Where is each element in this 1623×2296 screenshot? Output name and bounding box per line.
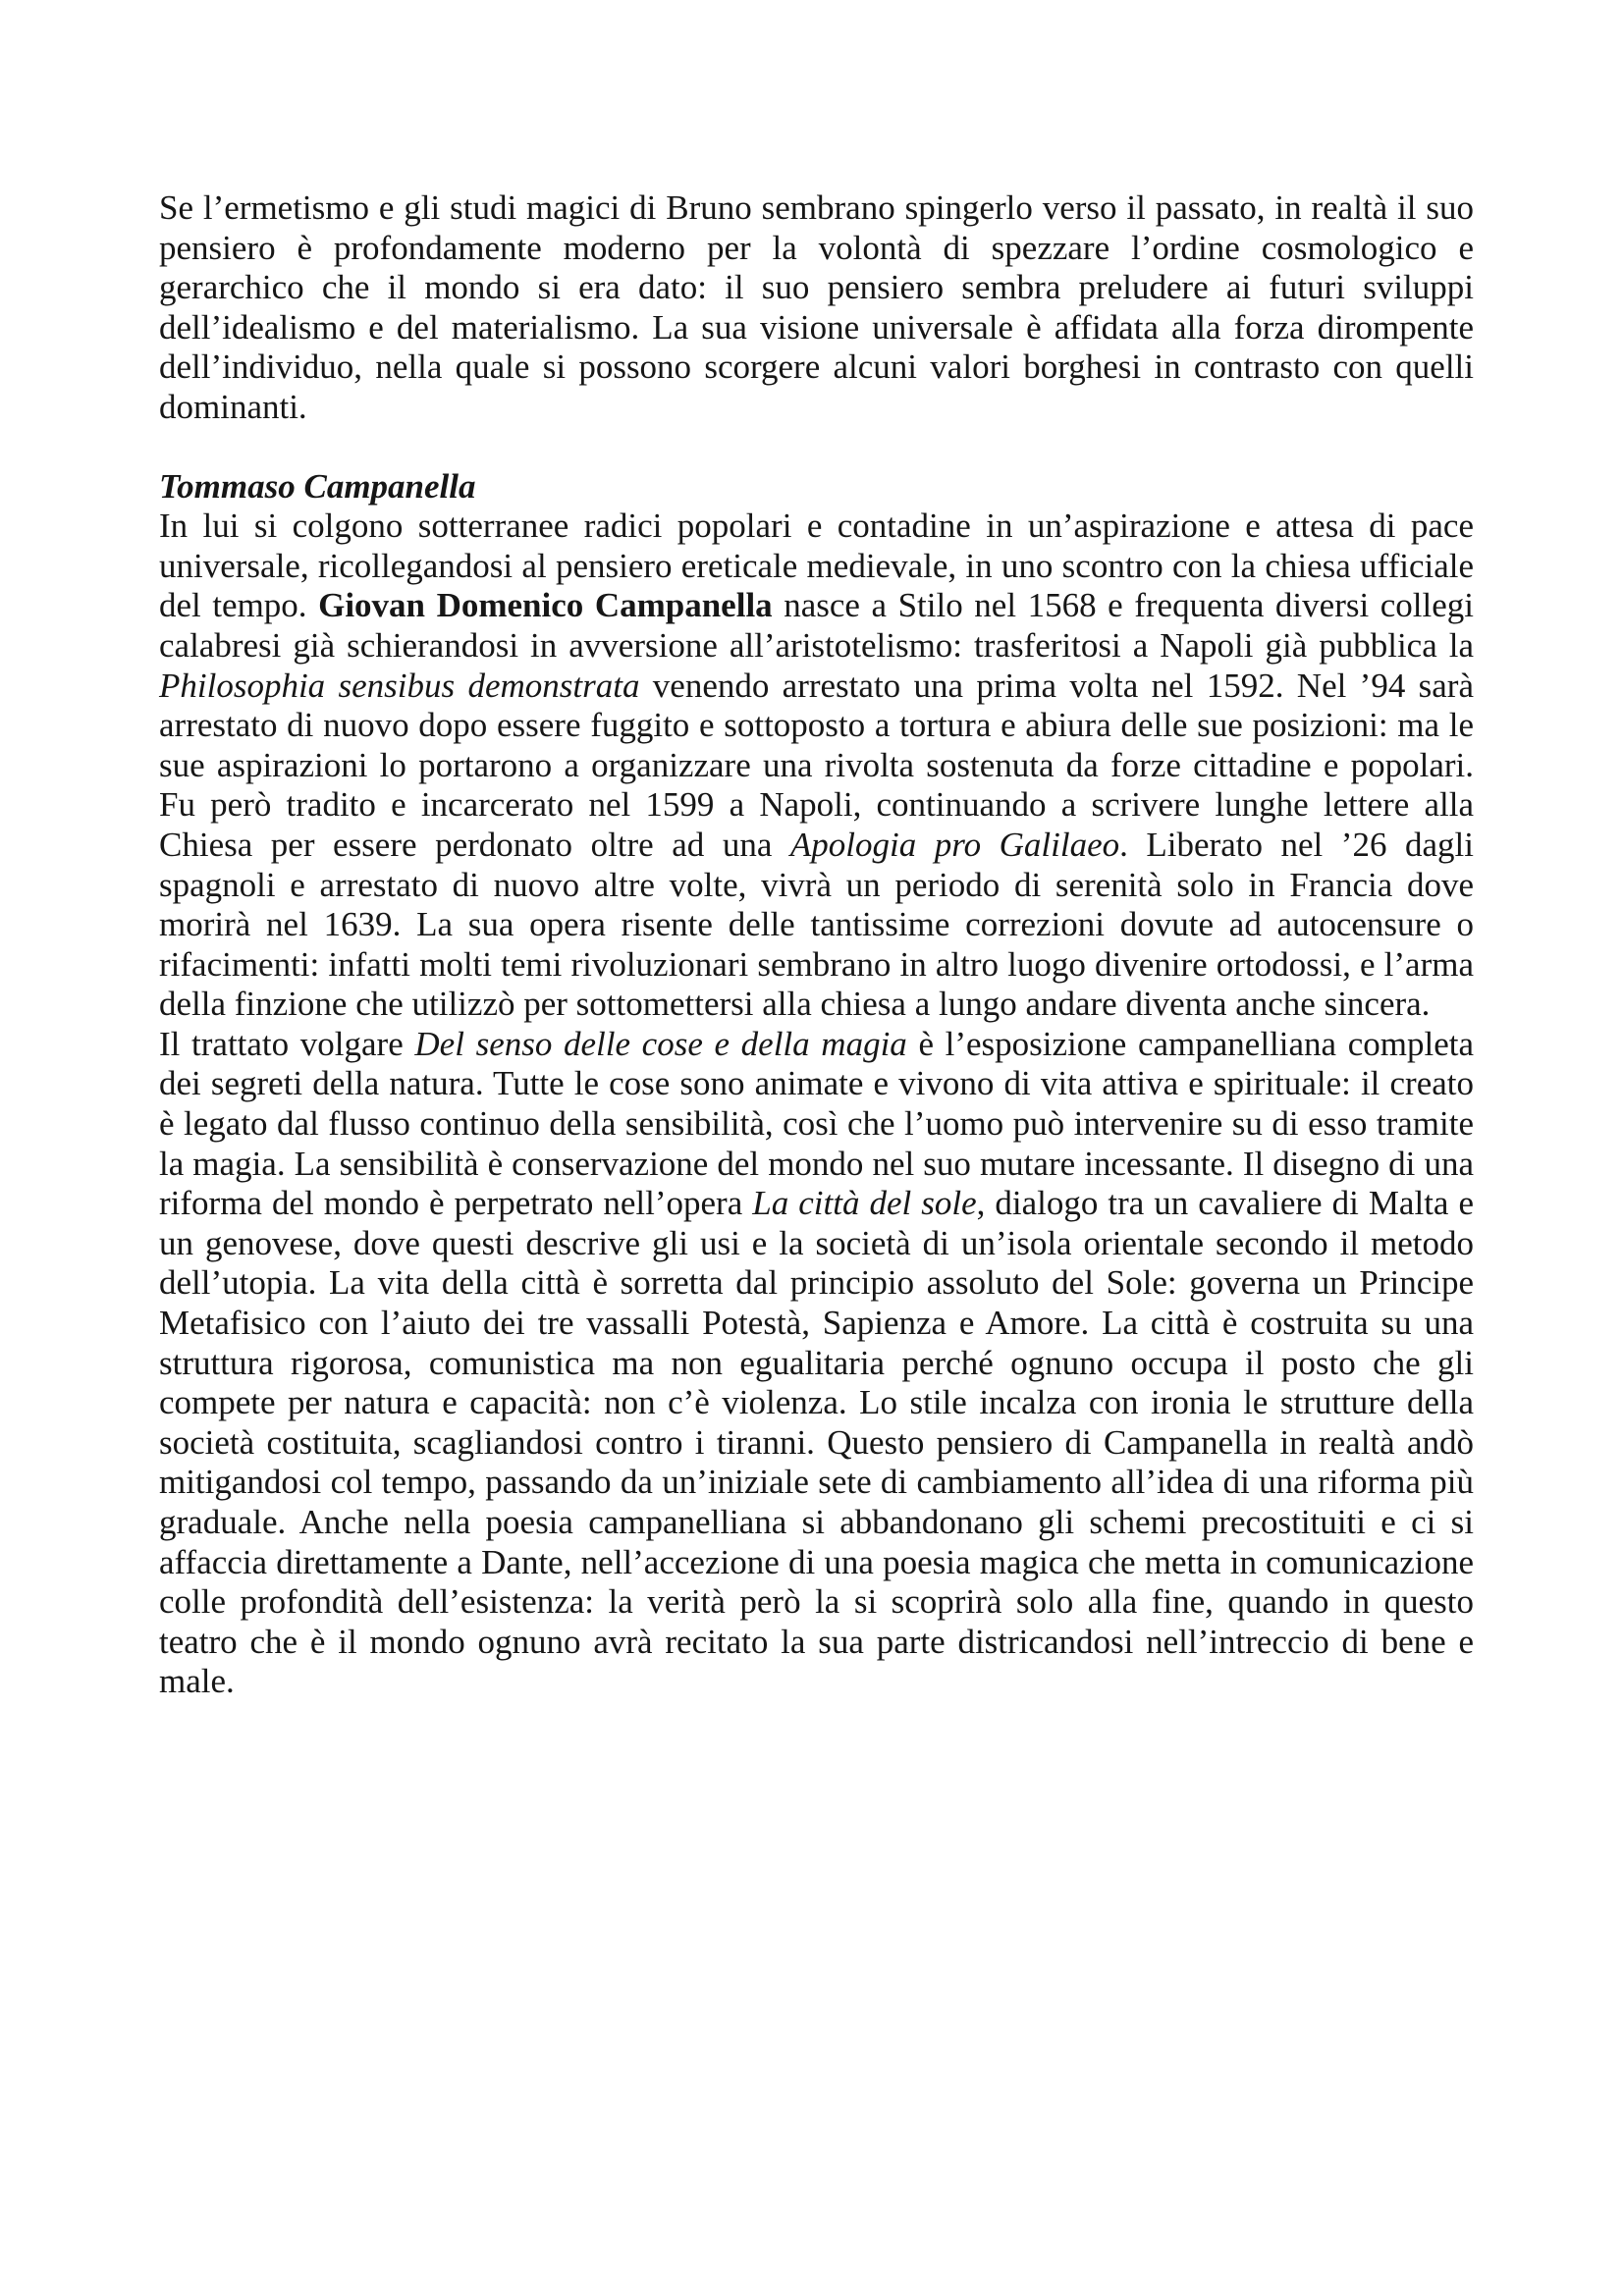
work-title: Apologia pro Galilaeo [789, 825, 1120, 864]
work-title: Del senso delle cose e della magia [414, 1024, 907, 1063]
paragraph-text: è l’esposizione campanelliana completa dei segreti della natura. Tutte le cose sono animate e vivono di vita attiva e spirituale: il creato è legato dal flusso continuo della sensibilità, così che l’uomo può intervenire su di esso tramite la magia. La sensibilità è conservazione del mondo nel suo mutare incessante. Il disegno di una riforma del mondo è perpetrato nell’opera [159, 1024, 1474, 1223]
paragraph-text: In lui si colgono sotterranee radici popolari e contadine in un’aspirazione e attesa di pace universale, ricollegandosi al pensiero ereticale medievale, in uno scontro con la chiesa ufficiale del tempo. [159, 507, 1474, 625]
paragraph-text: venendo arrestato una prima volta nel 1592. Nel ’94 sarà arrestato di nuovo dopo essere fuggito e sottoposto a tortura e abiura delle sue posizioni: ma le sue aspirazioni lo portarono a organizzare una rivolta sostenuta da forze cittadine e popolari. Fu però tradito e incarcerato nel 1599 a Napoli, continuando a scrivere lunghe lettere alla Chiesa per essere perdonato oltre ad una [159, 666, 1474, 864]
page-body [159, 188, 1474, 1702]
campanella-biography-paragraph [159, 507, 1474, 1025]
work-title: Philosophia sensibus demonstrata [159, 666, 640, 705]
paragraph-text: Il trattato volgare [159, 1024, 415, 1063]
paragraph-text: nasce a Stilo nel 1568 e frequenta diversi collegi calabresi già schierandosi in avversione all’aristotelismo: trasferitosi a Napoli già pubblica la [159, 586, 1474, 665]
paragraph-text: , dialogo tra un cavaliere di Malta e un genovese, dove questi descrive gli usi e la società di un’isola orientale secondo il metodo dell’utopia. La vita della città è sorretta dal principio assoluto del Sole: governa un Principe Metafisico con l’aiuto dei tre vassalli Potestà, Sapienza e Amore. La città è costruita su una struttura rigorosa, comunistica ma non egualitaria perché ognuno occupa il posto che gli compete per natura e capacità: non c’è violenza. Lo stile incalza con ironia le strutture della società costituita, scagliandosi contro i tiranni. Questo pensiero di Campanella in realtà andò mitigandosi col tempo, passando da un’iniziale sete di cambiamento all’idea di una riforma più graduale. Anche nella poesia campanelliana si abbandonano gli schemi precostituiti e ci si affaccia direttamente a Dante, nell’accezione di una poesia magica che metta in comunicazione colle profondità dell’esistenza: la verità però la si scoprirà solo alla fine, quando in questo teatro che è il mondo ognuno avrà recitato la sua parte districandosi nell’intreccio di bene e male. [159, 1184, 1474, 1701]
campanella-works-paragraph [159, 1025, 1474, 1702]
work-title: La città del sole [752, 1184, 977, 1223]
paragraph-text: . Liberato nel ’26 dagli spagnoli e arrestato di nuovo altre volte, vivrà un periodo di serenità solo in Francia dove morirà nel 1639. La sua opera risente delle tantissime correzioni dovute ad autocensure o rifacimenti: infatti molti temi rivoluzionari sembrano in altro luogo divenire ortodossi, e l’arma della finzione che utilizzò per sottomettersi alla chiesa a lungo andare diventa anche sincera. [159, 825, 1474, 1024]
section-heading: Tommaso Campanella [159, 466, 476, 506]
intro-paragraph: Se l’ermetismo e gli studi magici di Bruno sembrano spingerlo verso il passato, in realtà il suo pensiero è profondamente moderno per la volontà di spezzare l’ordine cosmologico e gerarchico che il mondo si era dato: il suo pensiero sembra preludere ai futuri sviluppi dell’idealismo e del materialismo. La sua visione universale è affidata alla forza dirompente dell’individuo, nella quale si possono scorgere alcuni valori borghesi in contrasto con quelli dominanti. [159, 188, 1474, 426]
person-name: Giovan Domenico Campanella [318, 586, 773, 625]
